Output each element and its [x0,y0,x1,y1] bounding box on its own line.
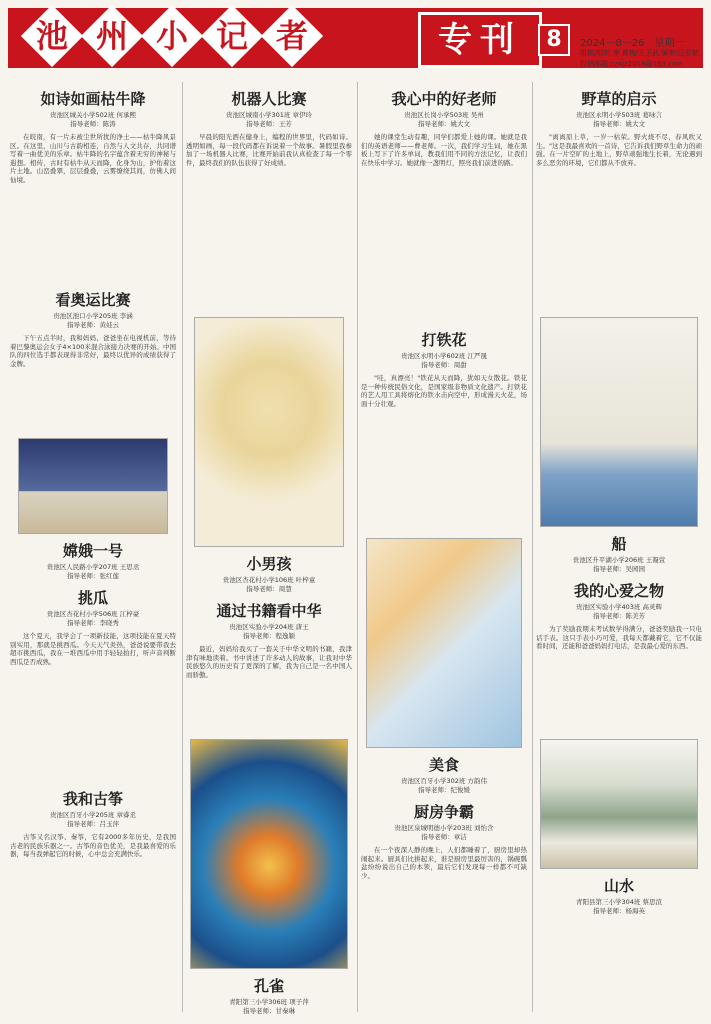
article-body: 在皖南，有一片未被尘世所扰的净土——枯牛降风景区。在这里，山川与古韵相连，自然与人文共存，共同谱写着一曲优美的乐章。枯牛降的名字蕴含着无穷的神秘与遐想。相传，古时有枯牛从天而降，化身为山，护佑着这片土地。山峦叠翠，层层叠叠，云雾缭绕其间，仿佛人间仙境。 [10,133,176,184]
artwork-school: 贵池区人民路小学207班 王思丞 [46,563,140,571]
artwork-school: 青阳县第三小学304班 蔡思渲 [576,898,662,906]
article-a4 [10,587,176,782]
article-body: 早晨的阳光洒在健身上，编程的世界里，代码如诗。透明如画，每一段代码都在诉说着一个故事。暑假里我参加了一场机器人比赛，比赛开始前我认真检查了每一个零件，最终我们的队伍获得了好成绩。 [186,133,352,167]
article-school: 贵池区实验小学403班 高灵辉 [576,603,662,611]
article-body: 下午五点半时，我和妈妈、爸爸坐在电视机前，等待着巴黎奥运会女子4×100米混合泳接力决赛的开始。中国队的四位选手都表现得非常好，最终以优异的成绩获得了金牌。 [10,334,176,368]
article-title: 野草的启示 [581,90,657,108]
brand-char: 池 [21,5,83,67]
header-info [540,6,705,68]
article-title: 挑瓜 [77,589,108,607]
column-divider [182,82,183,1012]
artwork-image [18,438,168,534]
article-teacher: 指导老师：陈涛 [70,120,116,128]
artwork-title: 嫦娥一号 [62,542,123,560]
article-title: 机器人比赛 [231,90,307,108]
article-body: 这个夏天，我学会了一项新技能，这项技能在夏天特别实用，那就是挑西瓜。今天天气炎热，爸爸说要带我去超市挑西瓜，我在一堆西瓜中用手轻轻拍打，听声音判断西瓜是否成熟。 [10,632,176,666]
column-1 [10,82,176,921]
column-divider [357,82,358,1012]
article-teacher: 指导老师：姚大文 [418,120,470,128]
article-title: 我心中的好老师 [391,90,497,108]
artwork-title: 美食 [428,756,459,774]
issue-date: 2024－8－26 星期一 [580,38,685,49]
artwork-teacher: 指导老师：甘秦琳 [243,1007,295,1015]
artwork-image [540,317,698,527]
article-teacher: 指导老师：黄娃云 [67,321,119,329]
brand-char: 者 [261,5,323,67]
column-divider [532,82,533,1012]
article-a1 [10,88,176,283]
article-d1 [536,88,702,313]
artwork-teacher: 指导老师：周慧 [246,585,292,593]
artwork-image [540,739,698,869]
brand-char: 记 [201,5,263,67]
article-school: 贵池区泉城明德小学203班 刘怡含 [394,824,494,832]
artwork-school: 青阳第三小学306班 项子萍 [229,998,309,1006]
article-body: "哇，真漂亮！"铁花从天而降，犹如天女散花。铁花是一种传统民俗文化，是国家级非物质文化遗产。打铁花的艺人用工具将熔化的铁水击向空中，形成漫天火花，场面十分壮观。 [361,374,527,408]
brand-char: 州 [81,5,143,67]
article-title: 如诗如画枯牛降 [40,90,146,108]
article-c1 [361,88,527,323]
article-teacher: 指导老师：姚大文 [593,120,645,128]
article-b3 [186,600,352,735]
article-c2 [361,329,527,534]
article-teacher: 指导老师：李晓秀 [67,619,119,627]
artwork-title: 山水 [603,877,634,895]
artwork-image [190,739,348,969]
article-school: 贵池区百牙小学205班 章睿丞 [50,811,136,819]
artwork-school: 贵池区升平湖小学206班 王凝萱 [572,556,666,564]
artwork-image [366,538,522,748]
artwork-b4 [186,739,352,1016]
article-school: 贵池区城关小学502班 何承熙 [50,111,136,119]
column-3 [361,82,527,958]
artwork-image [194,317,344,547]
article-title: 厨房争霸 [413,803,474,821]
article-title: 我的心爱之物 [573,582,664,600]
article-body: 为了奖励我期末考试数学得满分，爸爸奖励我一只电话手表。这只手表小巧可爱，我每天都戴着它，它不仅能看时间，还能和爸爸妈妈打电话，是我最心爱的东西。 [536,625,702,651]
article-school: 贵池区杏花村小学506班 江梓豪 [46,610,140,618]
artwork-title: 小男孩 [246,555,292,573]
article-body: "离离原上草，一岁一枯荣。野火烧不尽，春风吹又生。"这是我最喜欢的一首诗，它告诉我们野草生命力的顽强。在一片空旷的土地上，野草顽强地生长着，无论遇到多么恶劣的环境，它们都从不放弃。 [536,133,702,167]
brand-char: 小 [141,5,203,67]
artwork-school: 贵池区百牙小学302班 方韵伟 [401,777,487,785]
newspaper-logo: 池州日报 [580,10,660,34]
article-school: 贵池区实验小学204班 唐王 [229,623,309,631]
submission-email[interactable]: 投稿邮箱:czxjz2018@163.com [580,60,683,68]
artwork-b2 [186,317,352,594]
article-body: 最近，妈妈给我买了一套关于中华文明的书籍，我津津有味地读着。书中讲述了许多动人的故事，让我对中华民族悠久的历史有了更深的了解，我为自己是一名中国人而骄傲。 [186,645,352,679]
article-school: 贵池区永明小学503班 葛咏言 [576,111,662,119]
article-body: 在一个夜深人静的晚上，人们都睡着了，厨房里却热闹起来。厨具们比拼起来，谁是厨房里最厉害的，锅碗瓢盆纷纷说出自己的本领，最后它们发现每一样都不可缺少。 [361,846,527,880]
artwork-title: 孔雀 [253,977,284,995]
artwork-teacher: 指导老师：纪俊媛 [418,786,470,794]
section-title: 专刊 [418,12,542,68]
article-body: 古筝又名汉筝、秦筝，它有2000多年历史，是我国古老的民族乐器之一。古筝的音色优美，是我最喜爱的乐器，每当我弹起它的时候，心中总会充满快乐。 [10,833,176,859]
column-4 [536,82,702,916]
artwork-teacher: 指导老师：吴园园 [593,565,645,573]
article-teacher: 指导老师：吕玉萍 [67,820,119,828]
article-body: 她的课堂生动有趣，同学们都爱上她的课。她就是我们的英语老师——曹老师。一次，我们学习生词，她在黑板上写下了许多单词，教我们用不同的方法记忆，让我们在快乐中学习。她就像一盏明灯，照亮我们前进的路。 [361,133,527,167]
article-d3 [536,580,702,735]
article-title: 我和古筝 [62,790,123,808]
artwork-a3 [10,438,176,581]
article-school: 贵池区长岗小学503班 吴州 [404,111,484,119]
column-2 [186,82,352,1016]
article-a2 [10,289,176,434]
staff-line: 组稿/组织 李 黄梅/王卫武 编审/汪宏斌 [580,49,699,57]
article-school: 贵池区池口小学205班 李涵 [53,312,133,320]
artwork-d4 [536,739,702,916]
article-c4 [361,801,527,958]
article-title: 打铁花 [421,331,467,349]
article-teacher: 指导老师：王芳 [246,120,292,128]
article-school: 贵池区城南小学301班 章伊玲 [226,111,312,119]
artwork-c3 [361,538,527,795]
artwork-teacher: 指导老师：张红莲 [67,572,119,580]
article-teacher: 指导老师：周甜 [421,361,467,369]
article-teacher: 指导老师：程逸颖 [243,632,295,640]
page-number: 8 [538,24,570,56]
artwork-d2 [536,317,702,574]
artwork-school: 贵池区杏花村小学106班 叶梓童 [222,576,316,584]
article-title: 通过书籍看中华 [216,602,322,620]
artwork-title: 船 [611,535,627,553]
article-school: 贵池区永明小学602班 江严晟 [401,352,487,360]
article-b1 [186,88,352,313]
article-title: 看奥运比赛 [55,291,131,309]
article-a5 [10,788,176,921]
article-teacher: 指导老师：章洁 [421,833,467,841]
artwork-teacher: 指导老师：杨海英 [593,907,645,915]
article-teacher: 指导老师：陈美芳 [593,612,645,620]
